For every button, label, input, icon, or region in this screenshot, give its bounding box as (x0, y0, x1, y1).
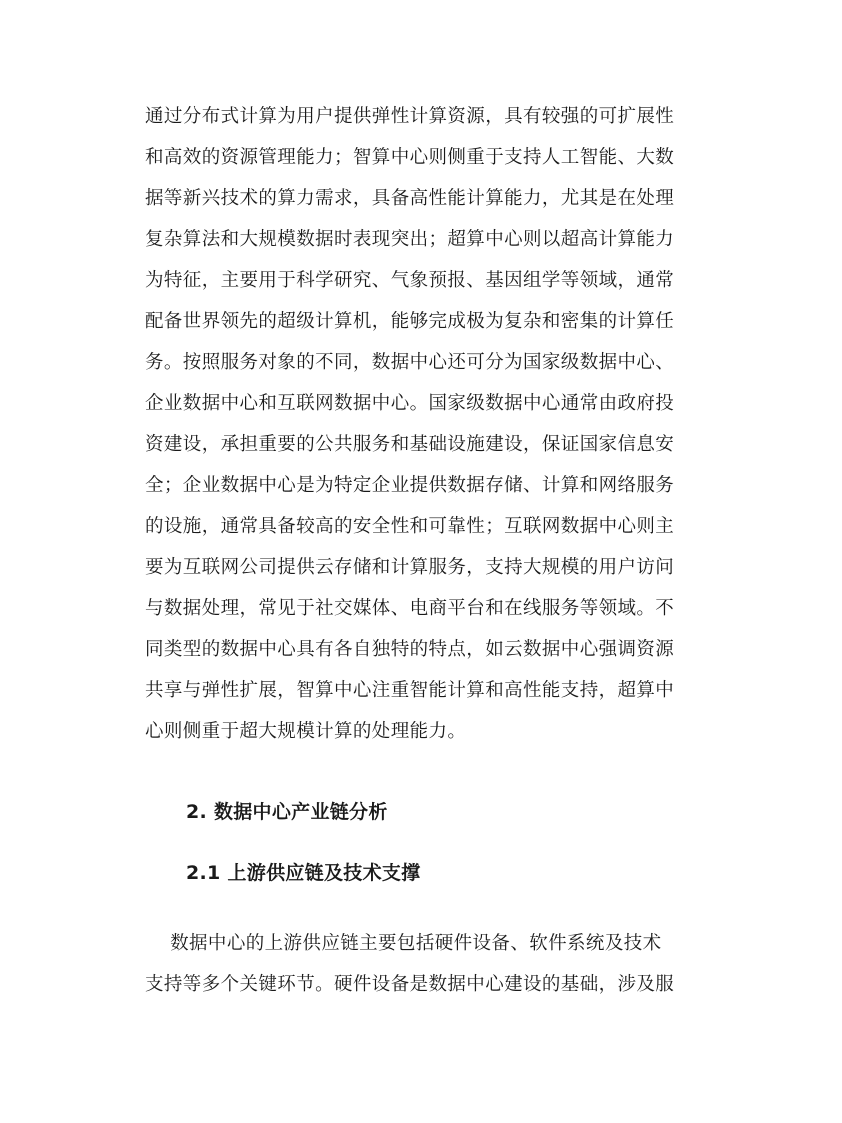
text-line: 企业数据中心和互联网数据中心。国家级数据中心通常由政府投 (145, 393, 675, 414)
text-line: 要为互联网公司提供云存储和计算服务，支持大规模的用户访问 (145, 557, 675, 578)
text-line: 支持等多个关键环节。硬件设备是数据中心建设的基础，涉及服 (145, 974, 675, 995)
text-line: 通过分布式计算为用户提供弹性计算资源，具有较强的可扩展性 (145, 106, 675, 127)
text-line: 同类型的数据中心具有各自独特的特点，如云数据中心强调资源 (145, 639, 675, 660)
section-heading: 2. 数据中心产业链分析 (186, 801, 388, 823)
text-line: 配备世界领先的超级计算机，能够完成极为复杂和密集的计算任 (145, 311, 675, 332)
subsection-heading: 2.1 上游供应链及技术支撑 (186, 862, 421, 884)
text-line: 和高效的资源管理能力；智算中心则侧重于支持人工智能、大数 (145, 147, 675, 168)
text-line: 资建设，承担重要的公共服务和基础设施建设，保证国家信息安 (145, 434, 675, 455)
text-line: 务。按照服务对象的不同，数据中心还可分为国家级数据中心、 (145, 352, 675, 373)
text-line: 数据中心的上游供应链主要包括硬件设备、软件系统及技术 (145, 933, 662, 954)
text-line: 心则侧重于超大规模计算的处理能力。 (145, 721, 467, 742)
text-line: 据等新兴技术的算力需求，具备高性能计算能力，尤其是在处理 (145, 188, 675, 209)
text-line: 的设施，通常具备较高的安全性和可靠性；互联网数据中心则主 (145, 516, 675, 537)
text-line: 与数据处理，常见于社交媒体、电商平台和在线服务等领域。不 (145, 598, 675, 619)
text-line: 全；企业数据中心是为特定企业提供数据存储、计算和网络服务 (145, 475, 675, 496)
text-line: 复杂算法和大规模数据时表现突出；超算中心则以超高计算能力 (145, 229, 675, 250)
text-line: 为特征，主要用于科学研究、气象预报、基因组学等领域，通常 (145, 270, 675, 291)
text-line: 共享与弹性扩展，智算中心注重智能计算和高性能支持，超算中 (145, 680, 675, 701)
